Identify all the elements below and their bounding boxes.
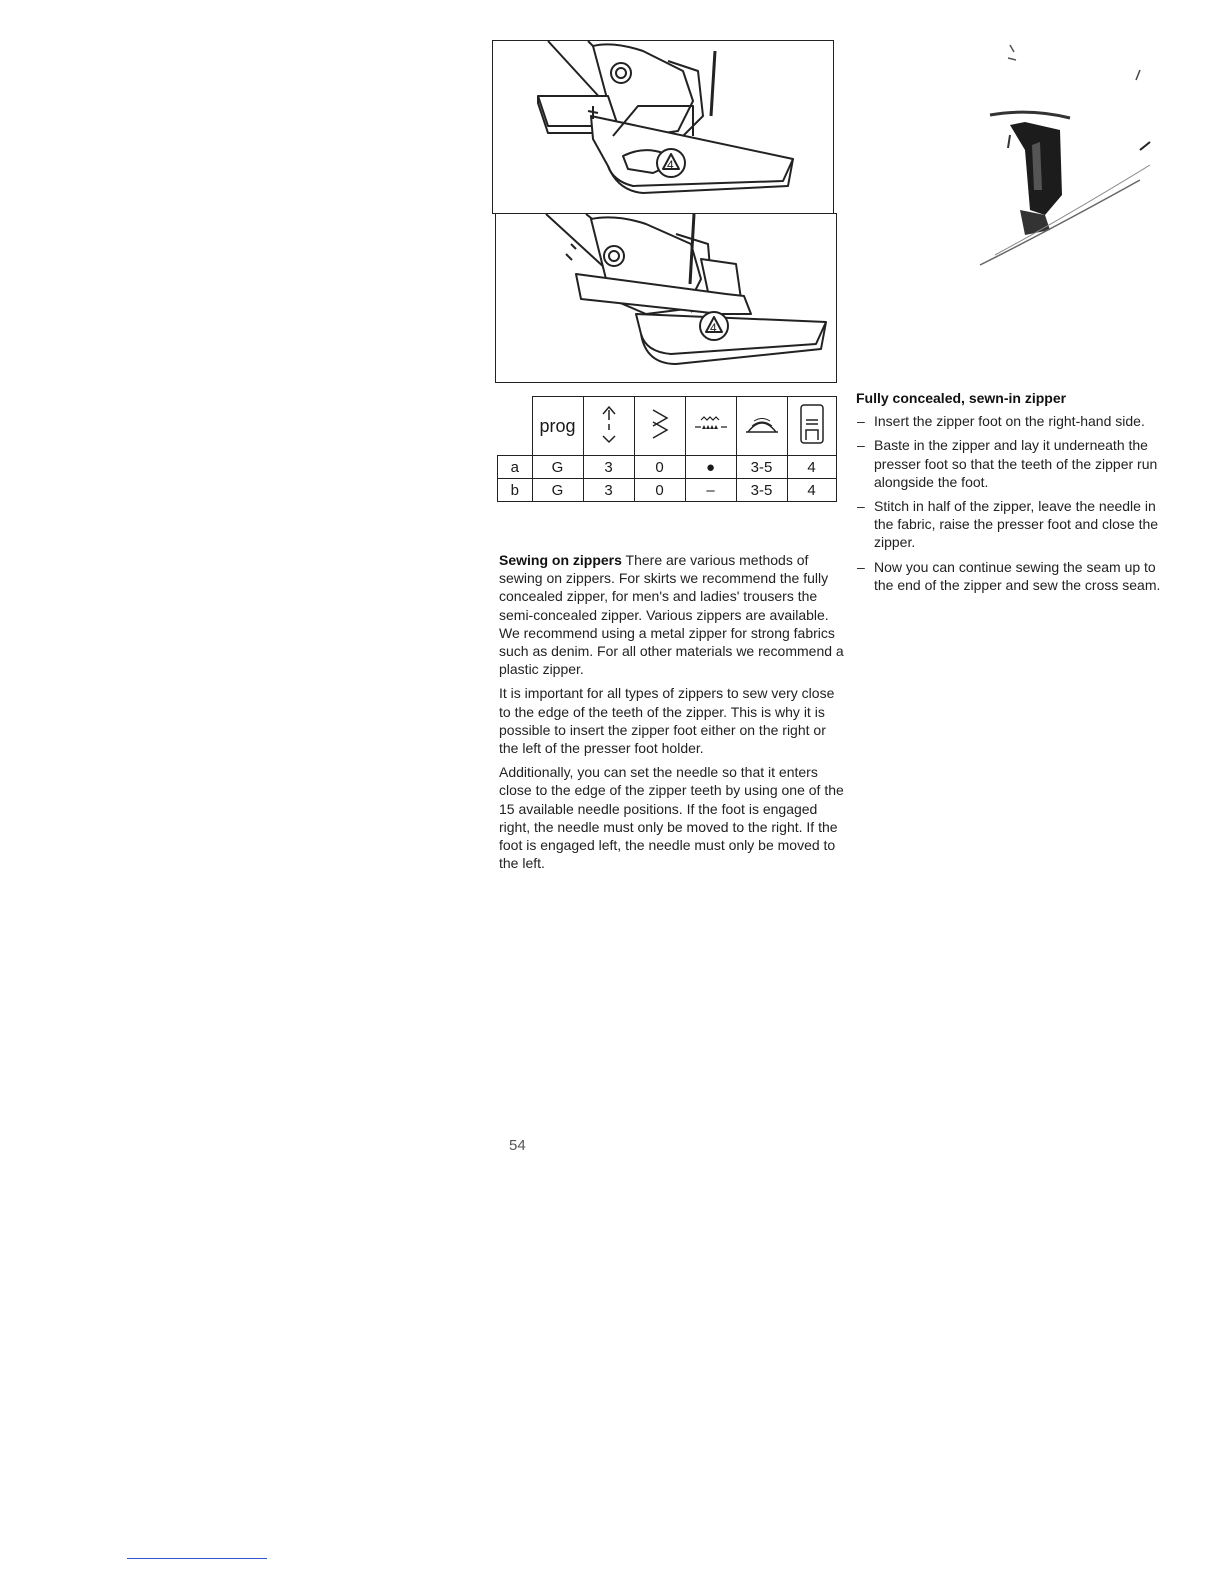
paragraph-teeth: It is important for all types of zippers to sew very close to the edge of the teeth of the zipper. This is why it is possible to insert the zipper foot either on the right or the left of the presser foot holder.	[499, 685, 835, 757]
row-label: b	[498, 479, 533, 502]
zipper-foot-right-drawing	[493, 41, 833, 213]
footer-rule	[127, 1558, 267, 1559]
section-heading: Sewing on zippers	[499, 552, 622, 568]
prog-value: G	[532, 456, 583, 479]
foot-number-label: 4	[710, 321, 717, 335]
prog-header: prog	[532, 397, 583, 456]
zipper-foot-left-illustration	[495, 213, 837, 383]
row-label: a	[498, 456, 533, 479]
thread-tension-value: 3-5	[736, 479, 787, 502]
feed-dog-icon-svg	[693, 414, 729, 434]
thread-tension-value: 3-5	[736, 456, 787, 479]
settings-table	[497, 396, 837, 502]
page-number: 54	[509, 1137, 526, 1154]
step-item: – Baste in the zipper and lay it underneath the presser foot so that the teeth of the zipper run alongside the foot.	[856, 436, 1178, 491]
stitch-length-icon	[583, 397, 634, 456]
paragraph-needle-positions: Additionally, you can set the needle so that it enters close to the edge of the zipper teeth by using one of the 15 available needle positions. If the foot is engaged right, the needle must only be moved to the right. If the foot is engaged left, the needle must only be moved to the left.	[499, 764, 844, 872]
presser-foot-icon-svg	[797, 402, 827, 446]
settings-row-a	[498, 456, 837, 479]
blank-cell	[498, 397, 533, 456]
paragraph-intro	[499, 551, 844, 678]
zipper-foot-left-drawing	[496, 214, 836, 382]
step-item: – Insert the zipper foot on the right-hand side.	[856, 412, 1178, 430]
feed-dog-value: ●	[685, 456, 736, 479]
instructions-heading: Fully concealed, sewn-in zipper	[856, 390, 1067, 406]
prog-value: G	[532, 479, 583, 502]
settings-header-row	[498, 397, 837, 456]
zipper-foot-right-illustration	[492, 40, 834, 214]
feed-dog-icon	[685, 397, 736, 456]
zippers-intro-text	[499, 551, 844, 878]
sewing-machine-photo	[950, 30, 1180, 280]
stitch-width-icon	[634, 397, 685, 456]
stitch-length-icon-svg	[599, 404, 619, 444]
paragraph-intro-text: There are various methods of sewing on zippers. For skirts we recommend the fully concealed zipper, for men's and ladies' trousers the semi-concealed zipper. Various zippers are available. We recommend using a metal zipper for strong fabrics such as denim. For all other materials we recommend a plastic zipper.	[499, 552, 844, 678]
presser-foot-value: 4	[787, 456, 836, 479]
step-item: – Now you can continue sewing the seam up to the end of the zipper and sew the cross seam.	[856, 558, 1178, 594]
stitch-length-value: 3	[583, 456, 634, 479]
sewing-machine-photo-drawing	[950, 30, 1180, 280]
step-item: – Stitch in half of the zipper, leave the needle in the fabric, raise the presser foot and close the zipper.	[856, 497, 1178, 552]
foot-number-label: 4	[667, 158, 674, 172]
settings-row-b	[498, 479, 837, 502]
concealed-zipper-instructions	[856, 389, 1178, 600]
stitch-width-icon-svg	[650, 404, 670, 444]
presser-foot-icon	[787, 397, 836, 456]
feed-dog-value: –	[685, 479, 736, 502]
presser-foot-value: 4	[787, 479, 836, 502]
thread-tension-icon-svg	[744, 412, 780, 436]
stitch-width-value: 0	[634, 456, 685, 479]
stitch-length-value: 3	[583, 479, 634, 502]
stitch-width-value: 0	[634, 479, 685, 502]
thread-tension-icon	[736, 397, 787, 456]
instruction-steps	[856, 412, 1178, 594]
